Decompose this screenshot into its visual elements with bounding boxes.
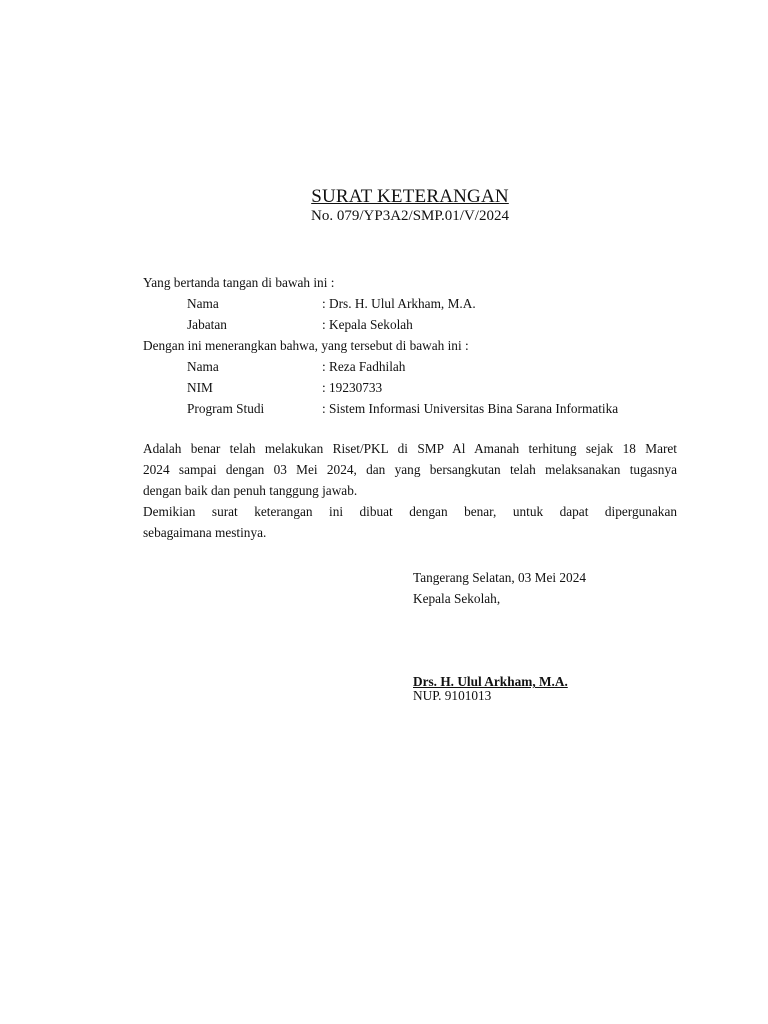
signer-id: NUP. 9101013 [413, 688, 492, 703]
closing-place-date: Tangerang Selatan, 03 Mei 2024 [413, 570, 586, 585]
subject-program-value: : Sistem Informasi Universitas Bina Sarana Informatika [322, 401, 619, 416]
body-paragraph-2-line: sebagaimana mestinya. [143, 525, 267, 540]
body-paragraph-1-line: 2024 sampai dengan 03 Mei 2024, dan yang bersangkutan telah melaksanakan tugasnya [143, 462, 677, 477]
body-paragraph-1 [143, 438, 677, 501]
signatory-intro: Yang bertanda tangan di bawah ini : [143, 275, 335, 290]
subject-name-label: Nama [187, 359, 219, 374]
closing-position: Kepala Sekolah, [413, 591, 501, 606]
body-paragraph-2 [143, 501, 677, 543]
subject-name-value: : Reza Fadhilah [322, 359, 406, 374]
signer-name: Drs. H. Ulul Arkham, M.A. [413, 674, 568, 689]
signatory-name-value: : Drs. H. Ulul Arkham, M.A. [322, 296, 476, 311]
body-paragraph-1-line: dengan baik dan penuh tanggung jawab. [143, 483, 358, 498]
signatory-position-value: : Kepala Sekolah [322, 317, 413, 332]
subject-program-label: Program Studi [187, 401, 265, 416]
letter-number: No. 079/YP3A2/SMP.01/V/2024 [311, 208, 509, 224]
body-paragraph-1-line: Adalah benar telah melakukan Riset/PKL di SMP Al Amanah terhitung sejak 18 Maret [143, 441, 677, 456]
body-paragraph-2-line: Demikian surat keterangan ini dibuat dengan benar, untuk dapat dipergunakan [143, 504, 677, 519]
letter-title: SURAT KETERANGAN [311, 186, 509, 207]
subject-nim-label: NIM [187, 380, 213, 395]
signatory-name-label: Nama [187, 296, 219, 311]
signatory-position-label: Jabatan [187, 317, 227, 332]
subject-nim-value: : 19230733 [322, 380, 383, 395]
subject-intro: Dengan ini menerangkan bahwa, yang tersebut di bawah ini : [143, 338, 469, 353]
